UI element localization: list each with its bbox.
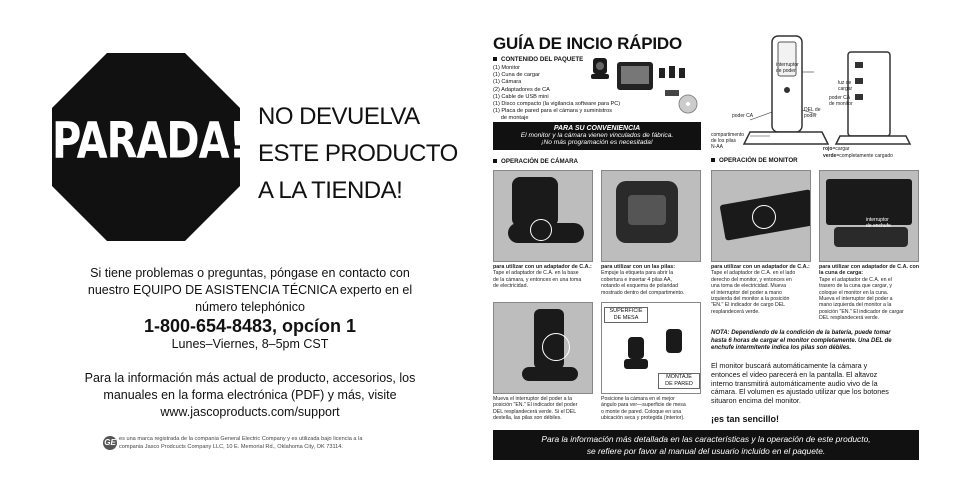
footer-banner — [493, 430, 919, 460]
web-line: manuales en la forma electrónica (PDF) y más, visite — [103, 388, 397, 402]
trademark-line: es una marca registrada de la compania General Electric Company y es utilizada bajo licencia a la — [119, 436, 363, 442]
banner-line: ¡No más programación es necesitada! — [541, 139, 653, 146]
package-illustration — [585, 54, 705, 116]
footer-line: se refiere por favor al manual del usuario incluido en el paquete. — [586, 446, 826, 456]
legend-rojo: rojo=cargar — [823, 146, 850, 152]
label-superficie: SUPERFICIE DE MESA — [604, 307, 648, 323]
caption-camera-adapter: para utilizar con un adaptador de C.A.: Tape el adaptador de C.A. en la base de la cámara, y entonces en una toma de electricidad. — [493, 264, 592, 290]
photo-camera-adapter — [493, 170, 593, 262]
caption-monitor-adapter: para utilizar con un adaptador de C.A.: Tape el adaptador de C.A. en el lado derecho del monitor, y entonces en una toma de electricidad. Mueva el interruptor del poder a mano izquierda del monitor a la posición "EN." El indicador de cargo DEL resplandecerá verde. — [711, 264, 810, 315]
web-url: www.jascoproducts.com/support — [160, 405, 340, 419]
photo-camera-power — [493, 302, 593, 394]
list-item: (1) Cuna de cargar — [493, 72, 540, 79]
web-line: Para la información más actual de producto, accesorios, los — [84, 371, 416, 385]
web-text — [60, 370, 440, 421]
support-line: número telephónico — [195, 300, 305, 314]
stop-sign-text: PARADA! — [52, 112, 246, 170]
charging-note: NOTA: Dependiendo de la condición de la batería, puede tomar hasta 6 horas de cargar el monitor completamente. Una DEL de enchufe intermitente indica los pilas son débiles. — [711, 330, 892, 352]
list-item: (1) Cable de USB mini — [493, 93, 549, 100]
label-montaje: MONTAJE DE PARED — [658, 373, 700, 389]
monitor-paragraph: El monitor buscará automáticamente la cámara y entonces el video parecerá en la pantalla. El altavoz interno transmitirá automáticamente audio vivo de la cámara. El volumen es ajustado utilizar que los botones situaron encima del monitor. — [711, 361, 889, 406]
contents-heading: CONTENIDO DEL PAQUETE — [493, 56, 583, 63]
guide-title: GUÍA DE INCIO RÁPIDO — [493, 34, 682, 53]
footer-line: Para la información más detallada en las características y la operación de este producto, — [541, 434, 871, 444]
headline-line: A LA TIENDA! — [258, 177, 403, 204]
monitor-diagram — [710, 32, 920, 172]
label-interruptor: interruptor de poder — [776, 62, 799, 74]
caption-camera-mounting: Posicione la cámara en el mejor ángulo para ver—superficie de mesa o monte de pared. Coloque en una ubicación seca y protegida (interior). — [601, 396, 686, 422]
list-item: de montaje — [493, 115, 529, 122]
caption-camera-power: Mueva el interruptor del poder a la posición "EN." El indicador del poder DEL resplandecerá verde. Si el DEL destella, las pilas son débiles. — [493, 396, 578, 422]
label-interruptor-photo: interruptor de enchufe — [866, 217, 891, 229]
photo-camera-batteries — [601, 170, 701, 262]
photo-camera-mounting — [601, 302, 701, 394]
list-item: (1) Placa de pared para el cámara y suministros — [493, 108, 613, 115]
caption-monitor-cradle: para utilizar con adaptador de C.A. con la cuna de carga: Tape el adaptador de C.A. en el trasero de la cuna que cargar, y coloque el monitor en la cuna. Mueva el interruptor del poder a mano izquierda del monitor a la posición "EN." El indicador de cargar DEL resplandecerá verde. — [819, 264, 920, 322]
camera-heading: OPERACIÓN DE CÁMARA — [493, 158, 578, 165]
list-item: (1) Cámara — [493, 79, 522, 86]
photo-monitor-adapter — [711, 170, 811, 262]
support-text — [60, 265, 440, 316]
support-hours: Lunes–Viernes, 8–5pm CST — [171, 337, 329, 351]
label-luz: luz de cargar — [838, 80, 853, 92]
monitor-heading: OPERACIÓN DE MONITOR — [711, 157, 798, 164]
phone-number: 1-800-654-8483, opcíon 1 — [143, 316, 357, 336]
list-item: (1) Monitor — [493, 65, 521, 71]
legend-verde: verde=completamente cargado — [823, 153, 893, 159]
label-poder-ca-monitor: poder CA de monitor — [829, 95, 853, 107]
photo-monitor-cradle — [819, 170, 919, 262]
label-compartimento: compartimento de los pilas N-AA — [711, 132, 745, 150]
support-line: Si tiene problemas o preguntas, póngase en contacto con — [90, 266, 410, 280]
list-item: (2) Adaptadores de CA — [493, 86, 550, 93]
caption-camera-batteries: para utilizar con un las pilas: Empuje la etiqueta para abrir la cobertura e insertar 4 pilas AA, notando el esquema de polaridad mostrado dentro del compartimento. — [601, 264, 685, 296]
headline-line: ESTE PRODUCTO — [258, 140, 458, 167]
convenience-banner — [493, 122, 701, 150]
headline-line: NO DEVUELVA — [258, 103, 420, 130]
support-line: nuestro EQUIPO DE ASISTENCIA TÉCNICA experto en el — [87, 283, 413, 297]
label-poder-ca: poder CA — [732, 113, 754, 119]
label-del: DEL de poder — [804, 107, 821, 119]
sencillo-text: ¡es tan sencillo! — [711, 414, 780, 424]
trademark-line: compania Jasco Prodcucts Company LLC, 10 E. Memorial Rd., Oklahoma City, OK 73114. — [119, 444, 343, 450]
list-item: (1) Disco compacto (la vigilancia software para PC) — [493, 101, 621, 108]
banner-title: PARA SU CONVENIENCIA — [553, 125, 641, 132]
trademark-text — [119, 435, 399, 451]
ge-logo-icon: GE — [103, 436, 117, 450]
headline — [258, 98, 478, 209]
banner-line: El monitor y la cámara vienen vinculados de fábrica. — [520, 132, 674, 139]
